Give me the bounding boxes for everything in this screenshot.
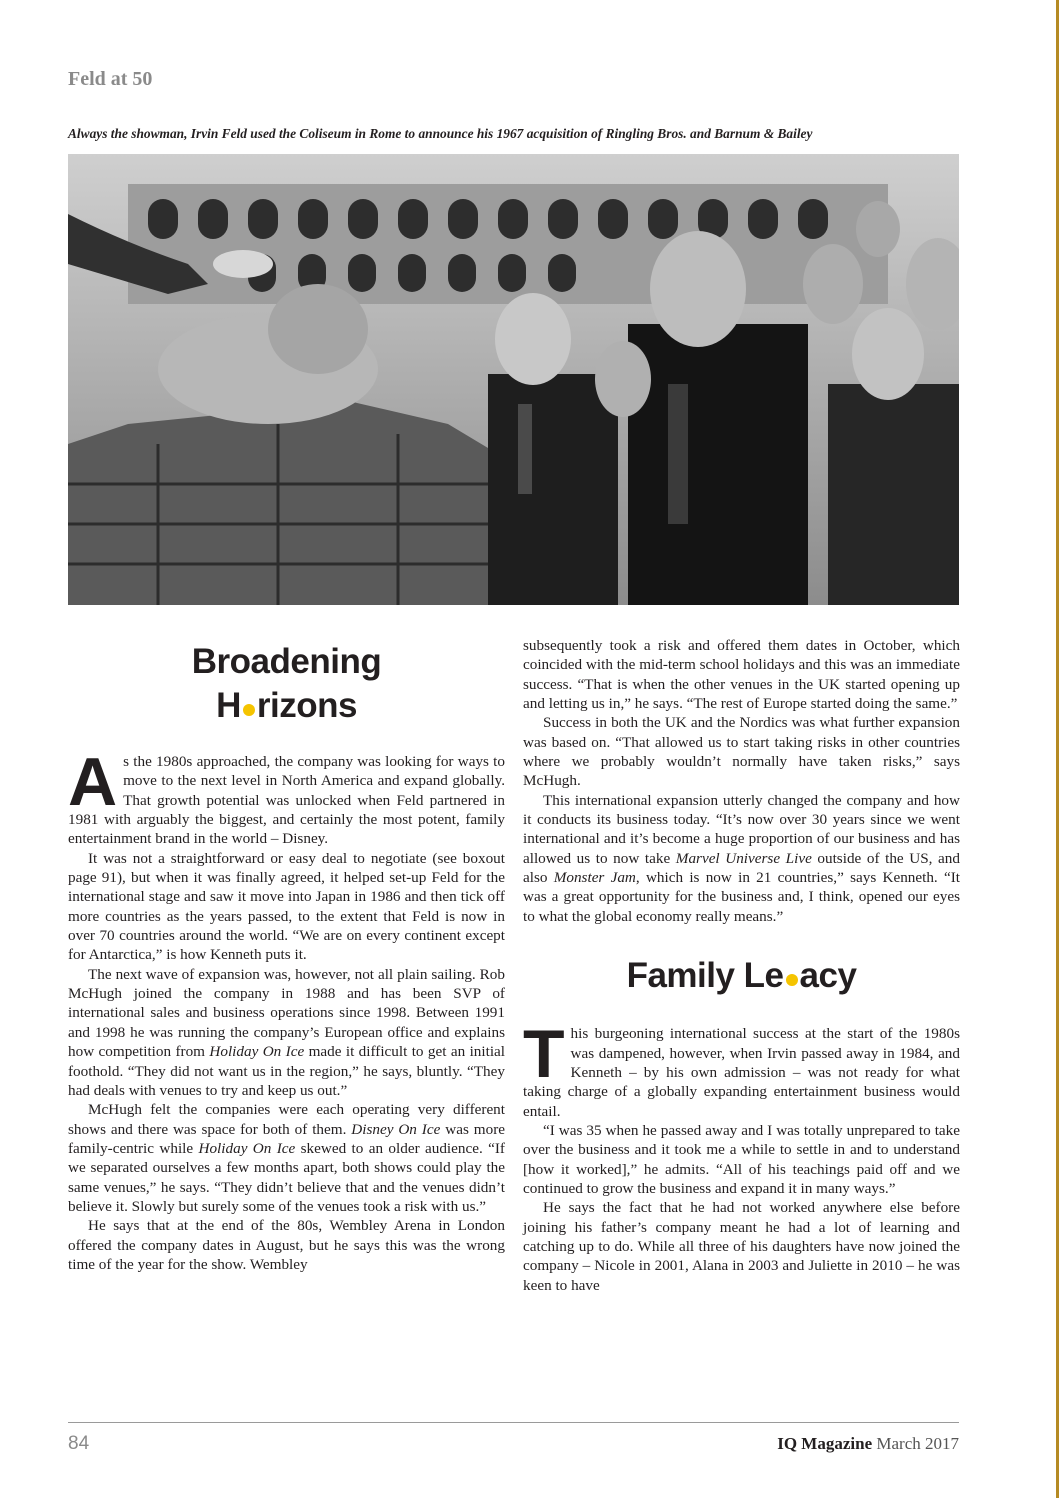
article1-paragraph-5: He says that at the end of the 80s, Wembley Arena in London offered the company dates in August, but he says this was the wrong time of the year for the show. Wembley [68, 1217, 505, 1273]
article1-paragraph-8 [523, 791, 960, 926]
show-title: Holiday On Ice [198, 1139, 296, 1157]
issue-date: March 2017 [876, 1434, 959, 1453]
dropcap: A [68, 744, 118, 820]
stone-wall [68, 394, 498, 605]
article1-paragraph-7: Success in both the UK and the Nordics was what further expansion was based on. “That allowed us to start taking risks in other countries where we probably wouldn’t normally have taken risks,” says McHugh. [523, 714, 960, 790]
article2-paragraph-2: “I was 35 when he passed away and I was totally unprepared to take over the business and it took me a while to settle in and to understand [how it worked],” he admits. “All of his teachings paid off and we continued to grow the business and expand it in many ways.” [523, 1121, 960, 1197]
heading-line-1: Broadening [191, 642, 382, 681]
show-title: Disney On Ice [351, 1120, 441, 1138]
text-run: was more family-centric while [68, 1120, 505, 1157]
text-run: The next wave of expansion was, however, not all plain sailing. Rob McHugh joined the company in 1988 and has been SVP of international sales and business operations since 1998. Between 1991 and 1998 he was running the company’s European office and explains how competition from [68, 965, 505, 1061]
accent-dot-icon [786, 974, 798, 986]
magazine-name: IQ Magazine [777, 1434, 873, 1453]
heading-line-2-end: rizons [256, 686, 357, 725]
article1-paragraph-1-text: s the 1980s approached, the company was looking for ways to move to the next level in North America and expand globally. That growth potential was unlocked when Feld partnered in 1981 with arguably the biggest, and certainly the most potent, family entertainment brand in the world – Disney. [68, 753, 505, 848]
heading-line-2-start: H [216, 686, 241, 725]
heading-family-legacy-start: Family Le [626, 956, 784, 996]
text-run: , which is now in 21 countries,” says Kenneth. “It was a great opportunity for the business and, I think, opened our eyes to what the global economy really means.” [523, 869, 960, 925]
article1-paragraph-2: It was not a straightforward or easy deal to negotiate (see boxout page 91), but when it was finally agreed, it helped set-up Feld for the international stage and saw it move into Japan in 1986 and then tick off more countries as the years passed, to the extent that Feld is now in over 70 countries around the world. “We are on every continent except for Antarctica,” is how Kenneth puts it. [68, 849, 505, 964]
article2-paragraph-1 [523, 1016, 960, 1121]
text-run: made it difficult to get an initial foothold. “They did not want us in the region,” he says, bluntly. “They had deals with venues to try and keep us out.” [68, 1043, 506, 1099]
coliseum-photo [68, 154, 959, 605]
article1-paragraph-1 [68, 744, 505, 849]
heading-family-legacy-end: acy [799, 956, 857, 996]
heading-broadening-horizons [68, 640, 505, 728]
heading-line-2 [68, 684, 505, 728]
left-column [68, 636, 505, 1274]
text-run: McHugh felt the companies were each operating very different shows and there was space for both of them. [68, 1101, 505, 1138]
photo-caption: Always the showman, Irvin Feld used the Coliseum in Rome to announce his 1967 acquisition of Ringling Bros. and Barnum & Bailey [68, 126, 813, 141]
article2-paragraph-3: He says the fact that he had not worked anywhere else before joining his father’s company meant he had a lot of learning and catching up to do. While all three of his daughters have now joined the company – Nicole in 2001, Alana in 2003 and Juliette in 2010 – he was keen to have [523, 1199, 960, 1294]
text-run: outside of the US, and also [523, 849, 960, 887]
article1-paragraph-6: subsequently took a risk and offered them dates in October, which coincided with the mid-term school holidays and this was an immediate success. “That is when the other venues in the UK started opening up and letting us in,” he says. “The rest of Europe started doing the same.” [523, 637, 960, 713]
show-title: Holiday On Ice [209, 1043, 305, 1061]
lion-cub-head [268, 284, 368, 374]
colosseum-arches [128, 184, 888, 304]
hand [213, 250, 273, 278]
photo-illustration [68, 154, 959, 605]
section-label: Feld at 50 [68, 68, 153, 90]
article1-paragraph-4 [68, 1100, 505, 1216]
footer-magazine [777, 1434, 959, 1454]
page-number: 84 [68, 1433, 90, 1454]
show-title: Monster Jam [553, 869, 636, 887]
article1-paragraph-3 [68, 965, 505, 1100]
footer-rule [68, 1422, 959, 1423]
text-run: This international expansion utterly changed the company and how it conducts its business today. “It’s now over 30 years since we went international and it’s become a huge proportion of our business and has allowed us to now take [523, 791, 960, 867]
right-column [523, 636, 960, 1295]
accent-dot-icon [243, 704, 255, 716]
show-title: Marvel Universe Live [675, 849, 812, 867]
article2-paragraph-1-text: his burgeoning international success at the start of the 1980s was dampened, however, when Irvin passed away in 1984, and Kenneth – by his own admission – was not ready for what taking charge of a globally expanding entertainment business would entail. [523, 1025, 960, 1120]
text-run: skewed to an older audience. “If we separated ourselves a few months apart, both shows could play the same venues,” he says. “They didn’t believe that and the venues didn’t believe it. Slowly but surely some of the venues took a risk with us.” [68, 1139, 505, 1215]
heading-family-legacy [523, 954, 960, 998]
dropcap: T [523, 1016, 565, 1093]
